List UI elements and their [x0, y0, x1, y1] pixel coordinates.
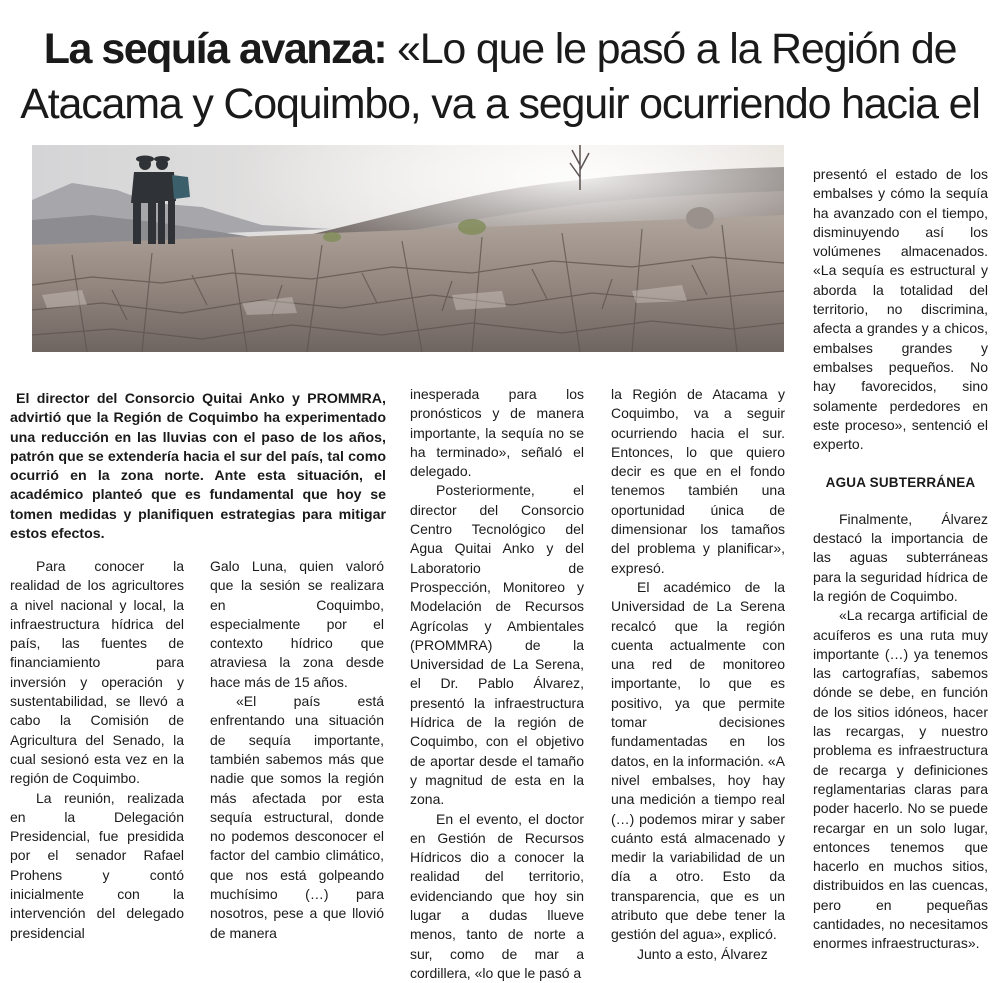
paragraph: Junto a esto, Álvarez [637, 945, 768, 962]
paragraph: Para conocer la realidad de los agricultores a nivel nacional y local, la infraestructura hídrica del país, las fuentes de financiamiento para inversión y operación y sustentabilidad, se llevó a cabo la Comisión de Agricultura del Senado, la cual sesionó esta vez en la región de Coquimbo. [10, 558, 184, 787]
paragraph: «El país está enfrentando una situación de sequía importante, también sabemos más que nadie que somos la región más afectada por esta sequía estructural, donde no podemos desconocer el factor del cambio climático, que nos está golpeando muchísimo (…) para nosotros, pese a que llovió de manera [210, 693, 384, 941]
article-lead: El director del Consorcio Quitai Anko y PROMMRA, advirtió que la Región de Coquimbo ha experimentado una reducción en las lluvias con el paso de los años, patrón que se extendería hacia el sur del país, tal como ocurrió en la zona norte. Ante esta situación, el académico planteó que es fundamental que hoy se tomen medidas y planifiquen estrategias para mitigar estos efectos. [10, 391, 386, 543]
body-column-2 [210, 557, 384, 943]
body-column-4 [611, 385, 785, 964]
body-column-1 [10, 557, 184, 943]
body-column-5 [813, 165, 988, 954]
dry-riverbed-photo [32, 145, 784, 352]
photo-illustration [32, 145, 784, 352]
body-column-3 [410, 385, 584, 983]
headline-quote-line1: «Lo que le pasó a la Región de [396, 25, 957, 73]
paragraph: «La recarga artificial de acuíferos es una ruta muy importante (…) ya tenemos las cartografías, sabemos dónde se debe, en función de los sitios idóneos, hacer las recargas, y nuestro problema es infraestructura de recarga y definiciones reglamentarias claras para poder hacerlo. No se puede recargar en un solo lugar, entonces tenemos que hacerlo en muchos sitios, distribuidos en las cuencas, pero en pequeñas cantidades, no necesitamos enormes infraestructuras». [813, 607, 988, 952]
section-subheading: AGUA SUBTERRÁNEA [825, 475, 976, 491]
paragraph: La reunión, realizada en la Delegación Presidencial, fue presidida por el senador Rafael Prohens y contó inicialmente con la intervención del delegado presidencial [10, 789, 184, 941]
paragraph: Posteriormente, el director del Consorcio Centro Tecnológico del Agua Quitai Anko y del Laboratorio de Prospección, Monitoreo y Modelación de Recursos Agrícolas y Ambientales (PROMMRA) de la Universidad de La Serena, el Dr. Pablo Álvarez, presentó la infraestructura Hídrica de la región de Coquimbo, con el objetivo de aportar desde el tamaño y magnitud de esta en la zona. [410, 482, 584, 808]
paragraph: inesperada para los pronósticos y de manera importante, la sequía no se ha terminado», señaló el delegado. [410, 386, 584, 480]
paragraph: presentó el estado de los embalses y cómo la sequía ha avanzado con el tiempo, disminuyendo así los volúmenes almacenados. «La sequía es estructural y aborda la totalidad del territorio, no discrimina, afecta a grandes y a chicos, embalses grandes y embalses pequeños. No hay favorecidos, sino solamente perdedores en este proceso», sentenció el experto. [813, 166, 988, 453]
paragraph: El académico de la Universidad de La Serena recalcó que la región cuenta actualmente con una red de monitoreo importante, lo que es positivo, ya que permite tomar decisiones fundamentadas en los datos, en la información. «A nivel embalses, hoy hay una medición a tiempo real (…) podemos mirar y saber cuánto está almacenado y medir la variabilidad de un día a otro. Esto da transparencia, que es un atributo que debe tener la gestión del agua», explicó. [611, 578, 785, 943]
paragraph: Finalmente, Álvarez destacó la importancia de las aguas subterráneas para la seguridad hídrica de la región de Coquimbo. [813, 510, 988, 604]
paragraph: Galo Luna, quien valoró que la sesión se realizara en Coquimbo, especialmente por el contexto hídrico que atraviesa la zona desde hace más de 15 años. [210, 558, 384, 690]
headline-kicker: La sequía avanza: [43, 25, 387, 73]
paragraph: En el evento, el doctor en Gestión de Recursos Hídricos dio a conocer la realidad del territorio, evidenciando que hoy sin lugar a dudas llueve menos, tanto de norte a sur, como de mar a cordillera, «lo que le pasó a [410, 810, 584, 981]
paragraph: la Región de Atacama y Coquimbo, va a seguir ocurriendo hacia el sur. Entonces, lo que quiero decir es que en el fondo tenemos también una oportunidad única de dimensionar los tamaños del problema y planificar», expresó. [611, 386, 785, 576]
headline-quote-line2: Atacama y Coquimbo, va a seguir ocurriendo hacia el [20, 80, 980, 128]
